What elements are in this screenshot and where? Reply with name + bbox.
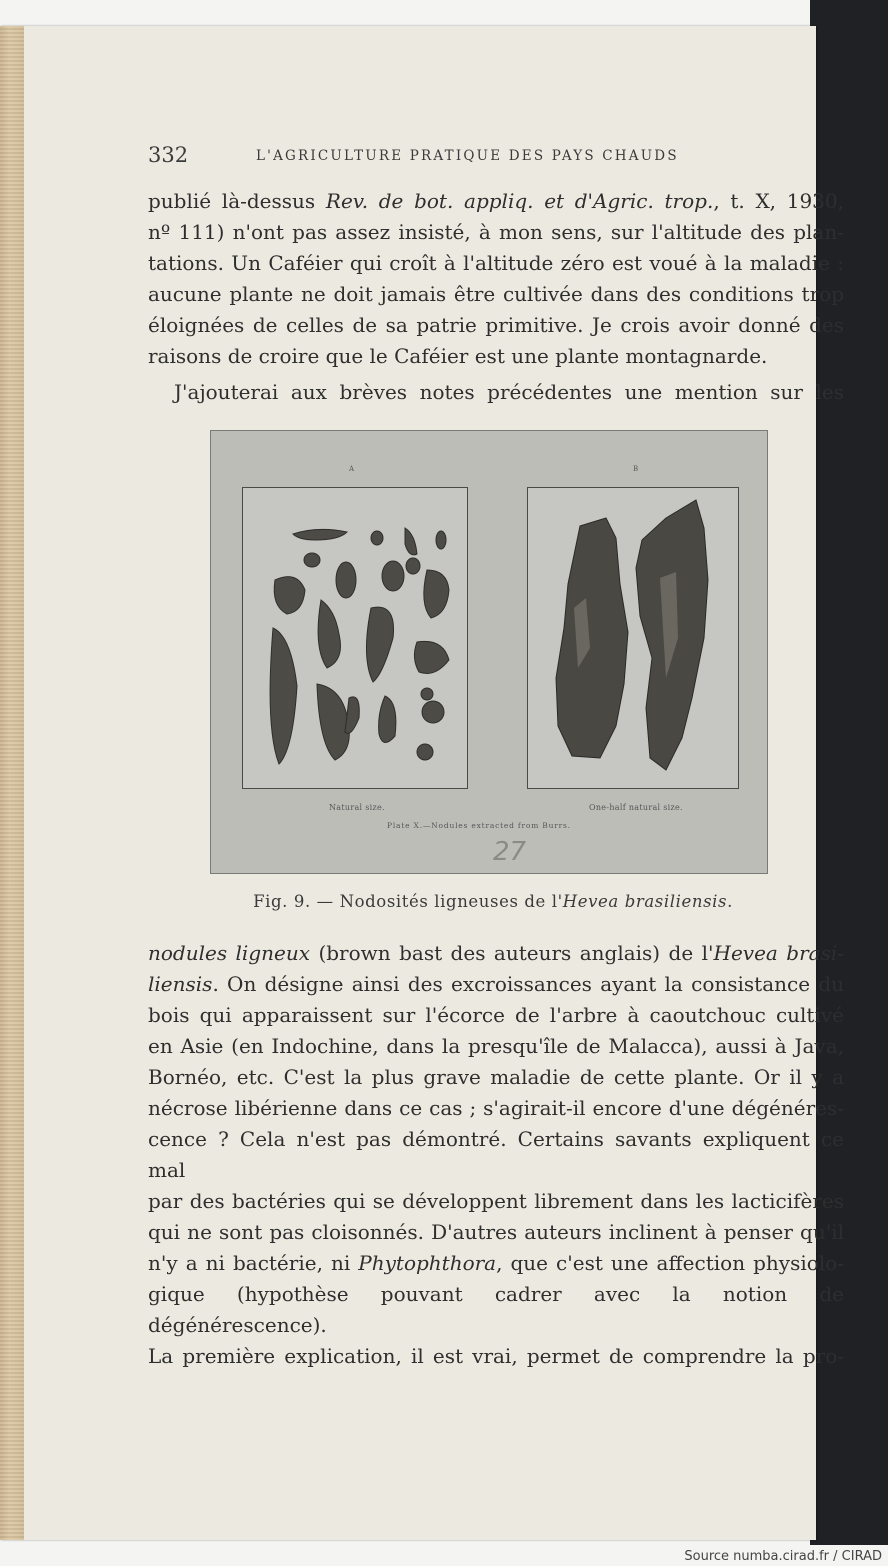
- text-line: cence ? Cela n'est pas démontré. Certains savants expliquent ce mal: [148, 1127, 844, 1182]
- paragraph-2: [148, 377, 844, 408]
- paragraph-1: [148, 186, 844, 372]
- running-head: L'AGRICULTURE PRATIQUE DES PAYS CHAUDS: [256, 148, 679, 164]
- text-line: publié là-dessus Rev. de bot. appliq. et d'Agric. trop., t. X, 1930,: [148, 189, 844, 213]
- text-line: J'ajouterai aux brèves notes précédentes une mention sur les: [174, 380, 844, 404]
- panel-label-a: A: [349, 465, 355, 473]
- text-line: tations. Un Caféier qui croît à l'altitude zéro est voué à la maladie :: [148, 251, 844, 275]
- text-line: par des bactéries qui se développent librement dans les lacticifères: [148, 1189, 844, 1213]
- handwritten-mark: 27: [493, 837, 527, 867]
- text-line: nodules ligneux (brown bast des auteurs anglais) de l'Hevea brasi-: [148, 941, 844, 965]
- text-line: nº 111) n'ont pas assez insisté, à mon sens, sur l'altitude des plan-: [148, 220, 844, 244]
- left-panel-caption: Natural size.: [329, 803, 385, 812]
- text-line: aucune plante ne doit jamais être cultivée dans des conditions trop: [148, 282, 844, 306]
- page-edge: [0, 26, 24, 1540]
- plate-caption: Plate X.—Nodules extracted from Burrs.: [387, 821, 571, 830]
- right-panel-caption: One-half natural size.: [589, 803, 683, 812]
- source-credit: Source numba.cirad.fr / CIRAD: [684, 1549, 882, 1564]
- page-number: 332: [148, 143, 189, 167]
- text-line: qui ne sont pas cloisonnés. D'autres auteurs inclinent à penser qu'il: [148, 1220, 844, 1244]
- figure-caption: Fig. 9. — Nodosités ligneuses de l'Hevea brasiliensis.: [253, 892, 733, 911]
- panel-half-size: [527, 487, 739, 789]
- text-line: liensis. On désigne ainsi des excroissances ayant la consistance du: [148, 972, 844, 996]
- text-line: en Asie (en Indochine, dans la presqu'île de Malacca), aussi à Java,: [148, 1034, 844, 1058]
- panel-natural-size: [242, 487, 468, 789]
- figure-photograph: [210, 430, 768, 874]
- text-line: n'y a ni bactérie, ni Phytophthora, que c'est une affection physiolo-: [148, 1251, 844, 1275]
- text-line: Bornéo, etc. C'est la plus grave maladie de cette plante. Or il y a: [148, 1065, 844, 1089]
- text-line: raisons de croire que le Caféier est une plante montagnarde.: [148, 344, 768, 368]
- text-line: La première explication, il est vrai, permet de comprendre la pro-: [148, 1344, 844, 1368]
- text-line: éloignées de celles de sa patrie primitive. Je crois avoir donné des: [148, 313, 844, 337]
- text-line: nécrose libérienne dans ce cas ; s'agirait-il encore d'une dégénéres-: [148, 1096, 844, 1120]
- text-line: gique (hypothèse pouvant cadrer avec la notion de dégénérescence).: [148, 1282, 844, 1337]
- text-line: bois qui apparaissent sur l'écorce de l'arbre à caoutchouc cultivé: [148, 1003, 844, 1027]
- nodules-image: [243, 488, 467, 788]
- panel-label-b: B: [633, 465, 639, 473]
- bark-image: [528, 488, 738, 788]
- paragraph-3: [148, 938, 844, 1372]
